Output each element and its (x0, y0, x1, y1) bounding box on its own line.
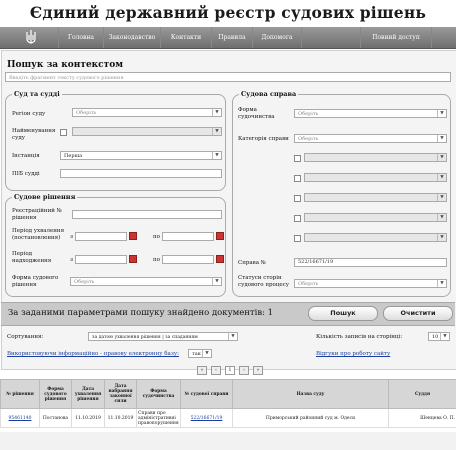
table-cell: Приморський районний суд м. Одеси (233, 409, 389, 428)
region-label: Регіон суду (12, 111, 46, 117)
info-base-select[interactable] (188, 349, 212, 358)
page-bottom (0, 432, 456, 450)
adopt-period-label: Період ухвалення (постановлення) (12, 228, 65, 241)
nav-legislation[interactable]: Законодавство (103, 27, 160, 48)
nav-rules[interactable]: Правила (211, 27, 252, 48)
court-name-select[interactable] (72, 127, 222, 136)
clear-button[interactable]: Очистити (383, 306, 453, 321)
column-header[interactable]: Форма судового рішення (40, 380, 72, 409)
case-legend: Судова справа (241, 90, 297, 98)
context-search-input[interactable]: Введіть фрагмент тексту судового рішення (5, 72, 451, 82)
chevron-down-icon: ▼ (437, 154, 446, 161)
nav-home[interactable]: Головна (58, 27, 103, 48)
column-header[interactable]: Дата набрання законної сили (105, 380, 137, 409)
judge-input[interactable] (60, 169, 222, 178)
chevron-down-icon: ▼ (437, 135, 446, 142)
subcategory-checkbox-1[interactable] (294, 155, 301, 162)
chevron-down-icon: ▼ (437, 234, 446, 241)
pager-last-button[interactable]: » (253, 366, 263, 375)
party-status-label: Статуси сторін судового процесу (238, 275, 289, 288)
chevron-down-icon: ▼ (212, 278, 221, 285)
per-page-label: Кількість записів на сторінці: (316, 334, 403, 340)
nav-contacts[interactable]: Контакти (160, 27, 211, 48)
receive-from-label: з (70, 257, 73, 263)
table-row (1, 409, 456, 428)
subcategory-checkbox-4[interactable] (294, 215, 301, 222)
adopt-to-input[interactable] (162, 232, 214, 241)
reg-number-label: Реєстраційний № рішення (12, 208, 62, 221)
receive-to-label: по (153, 257, 160, 263)
category-label: Категорія справи (238, 136, 289, 142)
category-value: Оберіть (298, 136, 319, 142)
adopt-to-label: по (153, 234, 160, 240)
subcategory-select-5[interactable] (304, 233, 447, 242)
info-base-link[interactable]: Використовуючи інформаційно - правову електронну базу: (7, 351, 179, 357)
pager-current-page[interactable]: 1 (225, 366, 235, 375)
sort-label: Сортування: (7, 334, 44, 340)
decision-form-value: Оберіть (74, 279, 95, 285)
chevron-down-icon: ▼ (440, 333, 449, 340)
region-value: Оберіть (76, 110, 97, 116)
column-header[interactable]: Дата ухвалення рішення (72, 380, 105, 409)
pager-next-button[interactable]: › (239, 366, 249, 375)
search-heading: Пошук за контекстом (7, 60, 124, 70)
reg-number-input[interactable] (72, 210, 222, 219)
case-form-value: Оберіть (298, 111, 319, 117)
case-form-select[interactable] (294, 109, 447, 118)
adopt-from-input[interactable] (75, 232, 127, 241)
column-header[interactable]: № рішення (1, 380, 40, 409)
decision-form-select[interactable] (70, 277, 222, 286)
subcategory-select-2[interactable] (304, 173, 447, 182)
adopt-from-label: з (70, 234, 73, 240)
case-number-link[interactable]: 522/16671/19 (190, 415, 223, 421)
per-page-value: 10 (432, 334, 439, 340)
chevron-down-icon: ▼ (437, 280, 446, 287)
decision-legend: Судове рішення (14, 193, 76, 201)
main-nav (0, 27, 456, 49)
calendar-icon[interactable] (129, 232, 137, 240)
results-table (0, 379, 456, 428)
pager-prev-button[interactable]: ‹ (211, 366, 221, 375)
chevron-down-icon: ▼ (202, 350, 211, 357)
instance-label: Інстанція (12, 153, 40, 159)
chevron-down-icon: ▼ (228, 333, 237, 340)
column-header[interactable]: Форма судочинства (137, 380, 181, 409)
sort-value: за датою ухвалення рішення | за спаданням (92, 335, 198, 340)
decision-number-link[interactable]: 95461140 (8, 415, 32, 421)
court-legend: Суд та судді (14, 90, 60, 98)
table-cell: Справи про адміністративні правопорушення (138, 410, 179, 426)
court-name-label: Найменування суду (12, 128, 56, 141)
subcategory-select-4[interactable] (304, 213, 447, 222)
receive-from-input[interactable] (75, 255, 127, 264)
pager-first-button[interactable]: « (197, 366, 207, 375)
nav-full-access[interactable]: Повний доступ (360, 27, 432, 48)
sort-select[interactable] (88, 332, 238, 341)
table-cell: 11.10.2019 (72, 409, 105, 428)
column-header[interactable]: Назва суду (233, 380, 389, 409)
category-select[interactable] (294, 134, 447, 143)
party-status-select[interactable] (294, 279, 447, 288)
result-count-message: За заданими параметрами пошуку знайдено документів: 1 (8, 308, 274, 318)
calendar-icon[interactable] (129, 255, 137, 263)
column-header[interactable]: № судової справи (181, 380, 233, 409)
calendar-icon[interactable] (216, 255, 224, 263)
table-cell: Шенцева О. П. (389, 409, 456, 428)
receive-period-label: Період надходження (12, 251, 52, 264)
calendar-icon[interactable] (216, 232, 224, 240)
table-header-row (1, 380, 456, 409)
region-select[interactable] (72, 108, 222, 117)
trident-icon (24, 29, 38, 46)
chevron-down-icon: ▼ (437, 214, 446, 221)
judge-label: ПІБ судді (12, 171, 40, 177)
chevron-down-icon: ▼ (212, 152, 221, 159)
chevron-down-icon: ▼ (437, 174, 446, 181)
receive-to-input[interactable] (162, 255, 214, 264)
chevron-down-icon: ▼ (437, 194, 446, 201)
page-title: Єдиний державний реєстр судових рішень (29, 3, 427, 22)
column-header[interactable]: Суддя (389, 380, 456, 409)
chevron-down-icon: ▼ (437, 110, 446, 117)
subcategory-checkbox-3[interactable] (294, 195, 301, 202)
info-base-value: так (192, 351, 201, 357)
court-name-checkbox[interactable] (60, 129, 67, 136)
case-number-input[interactable]: 522/16671/19 (294, 258, 447, 267)
nav-help[interactable]: Допомога (252, 27, 302, 48)
case-form-label: Форма судочинства (238, 107, 275, 120)
case-number-label: Справа № (238, 260, 267, 266)
instance-value: Перша (64, 153, 83, 159)
table-cell: Постанова (40, 409, 72, 428)
search-button[interactable]: Пошук (308, 306, 378, 321)
feedback-link[interactable]: Відгуки про роботу сайту (316, 351, 391, 357)
instance-select[interactable] (60, 151, 222, 160)
subcategory-select-1[interactable] (304, 153, 447, 162)
decision-form-label: Форма судового рішення (12, 275, 59, 288)
table-cell: 11.10.2019 (105, 409, 137, 428)
chevron-down-icon: ▼ (212, 109, 221, 116)
subcategory-checkbox-2[interactable] (294, 175, 301, 182)
chevron-down-icon: ▼ (212, 128, 221, 135)
party-status-value: Оберіть (298, 281, 319, 287)
subcategory-select-3[interactable] (304, 193, 447, 202)
per-page-select[interactable] (428, 332, 450, 341)
subcategory-checkbox-5[interactable] (294, 235, 301, 242)
